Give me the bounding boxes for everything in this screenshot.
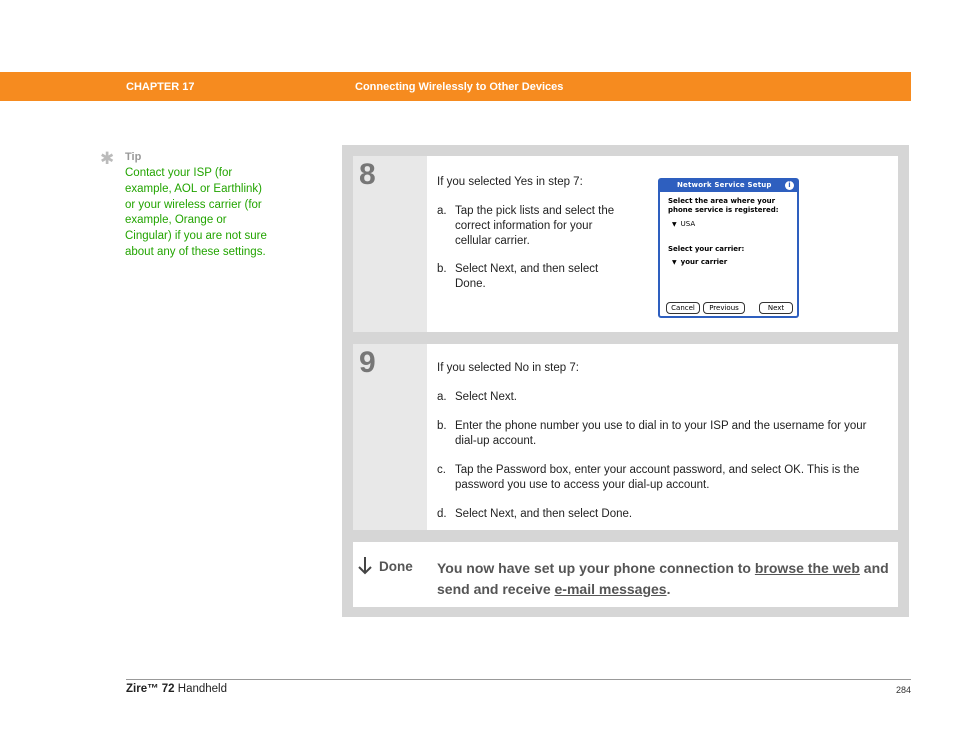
footer-divider [126, 679, 911, 680]
previous-button: Previous [703, 302, 745, 314]
cancel-button: Cancel [666, 302, 700, 314]
step-content [437, 175, 627, 292]
done-text-part: You now have set up your phone connection to [437, 560, 755, 576]
info-icon: i [785, 181, 794, 190]
step-item [437, 463, 889, 493]
done-text-part: and send and receive [437, 560, 889, 597]
step-intro: If you selected Yes in step 7: [437, 176, 583, 188]
step-item [437, 262, 627, 292]
step-number: 9 [359, 346, 376, 379]
product-suffix: Handheld [174, 683, 228, 695]
item-text: Tap the pick lists and select the correct information for your cellular carrier. [455, 205, 615, 247]
step-8 [353, 156, 898, 332]
chapter-number: CHAPTER 17 [126, 81, 195, 93]
done-text-part: . [666, 581, 671, 597]
page-number: 284 [895, 685, 911, 695]
browse-web-link[interactable]: browse the web [754, 560, 860, 576]
area-picker [672, 220, 695, 228]
item-text: Tap the Password box, enter your account password, and select OK. This is the password you use to access your dial-up account. [455, 464, 860, 491]
chapter-title: Connecting Wirelessly to Other Devices [355, 81, 564, 93]
step-number-column [353, 156, 427, 332]
area-value: USA [680, 220, 696, 228]
product-name: Zire™ 72 [126, 683, 175, 695]
item-letter: d. [437, 508, 447, 520]
triangle-down-icon: ▼ [672, 221, 677, 228]
done-text [437, 558, 892, 600]
done-box [353, 542, 898, 607]
carrier-label: Select your carrier: [668, 245, 745, 253]
item-letter: c. [437, 464, 446, 476]
carrier-picker [672, 258, 727, 266]
triangle-down-icon: ▼ [672, 259, 677, 266]
carrier-value: your carrier [680, 258, 728, 266]
device-screenshot [658, 178, 799, 318]
step-9 [353, 344, 898, 530]
down-arrow-icon [357, 556, 373, 576]
item-letter: b. [437, 420, 447, 432]
step-item [437, 419, 889, 449]
device-title: Network Service Setup [677, 181, 772, 189]
step-intro: If you selected No in step 7: [437, 362, 579, 374]
step-number: 8 [359, 158, 376, 191]
tip-text: Contact your ISP (for example, AOL or Earthlink) or your wireless carrier (for example, Orange or Cingular) if you are not sure about any of these settings. [125, 167, 267, 258]
chapter-header [0, 72, 911, 101]
step-item [437, 507, 889, 522]
item-letter: b. [437, 263, 447, 275]
step-content [437, 361, 889, 522]
tip-label: Tip [125, 151, 142, 163]
device-title-bar [660, 180, 797, 192]
item-letter: a. [437, 205, 447, 217]
done-label: Done [379, 559, 413, 574]
email-messages-link[interactable]: e-mail messages [554, 581, 667, 597]
next-button: Next [759, 302, 793, 314]
item-text: Select Next, and then select Done. [455, 508, 633, 520]
footer-product [126, 683, 227, 695]
asterisk-icon: ✱ [100, 149, 115, 168]
step-number-column [353, 344, 427, 530]
item-text: Select Next, and then select Done. [455, 263, 599, 290]
area-label: Select the area where your phone service is registered: [668, 197, 779, 214]
item-text: Select Next. [455, 391, 517, 403]
item-text: Enter the phone number you use to dial in to your ISP and the username for your dial-up account. [455, 420, 867, 447]
step-item [437, 204, 627, 249]
step-item [437, 390, 889, 405]
steps-panel [342, 145, 909, 617]
item-letter: a. [437, 391, 447, 403]
